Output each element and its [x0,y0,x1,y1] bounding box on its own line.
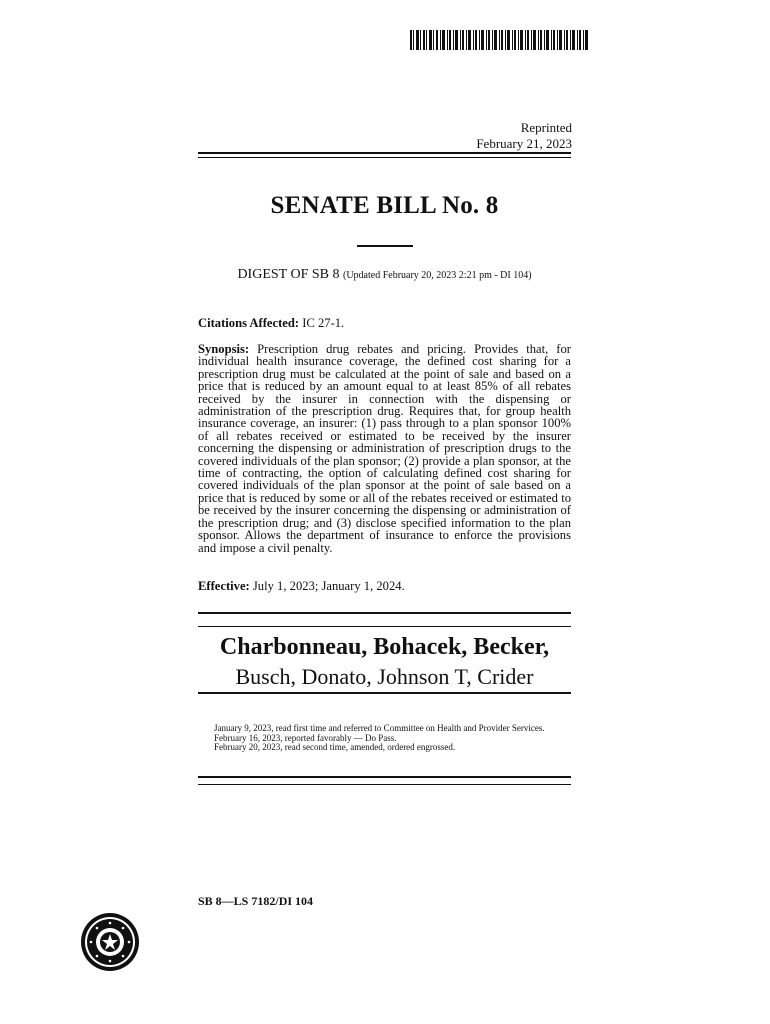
reprint-date: February 21, 2023 [476,136,572,151]
bill-title: SENATE BILL No. 8 [270,192,499,219]
sponsors-rule-bottom [198,692,571,694]
digest-label: DIGEST OF SB 8 [237,267,340,282]
history-entry: February 20, 2023, read second time, amended, ordered engrossed. [214,742,456,753]
effective-value: July 1, 2023; January 1, 2024. [252,579,405,593]
history-rule-thick [198,776,571,778]
citations-value: IC 27-1. [302,316,345,330]
bill-code: SB 8—LS 7182/DI 104 [198,894,314,908]
history-rule-thin [198,784,571,785]
sponsors-rule-top-thick [198,612,571,614]
digest-heading [198,267,571,283]
header-rule-thin [198,157,571,158]
effective-date [198,580,571,592]
effective-label: Effective: [198,579,250,593]
history-entry: January 9, 2023, read first time and referred to Committee on Health and Provider Services. [214,723,545,733]
sponsors-line-1: Charbonneau, Bohacek, Becker, [219,634,550,660]
reprint-label: Reprinted [520,120,572,135]
sponsors-rule-top-thin [198,626,571,627]
history-entry: February 16, 2023, reported favorably — Do Pass. [214,732,397,743]
digest-updated: (Updated February 20, 2023 2:21 pm - DI 104) [342,270,532,281]
synopsis-text: Prescription drug rebates and pricing. Provides that, for individual health insurance coverage, the defined cost sharing for a prescription drug must be calculated at the point of sale and based on a price that is reduced by an amount equal to at least 85% of all rebates received by the insurer in connection with the dispensing or administration of the prescription drug. Requires that, for group health insurance coverage, an insurer: (1) pass through to a plan sponsor 100% of all rebates received or estimated to be received by the insurer concerning the dispensing or administration of prescription drugs to the covered individuals of the plan sponsor; (2) provide a plan sponsor, at the time of contracting, the option of calculating defined cost sharing for covered individuals of the plan sponsor at the point of sale based on a price that is reduced by some or all of the rebates received or estimated to be received by the insurer concerning the dispensing or administration of the prescription drug; and (3) disclose specified information to the plan sponsor. Allows the department of insurance to enforce the provisions and impose a civil penalty. [198,342,571,555]
title-divider [357,245,413,247]
citations-affected [198,317,571,329]
header-rule-thick [198,152,571,154]
legislative-history [198,724,571,753]
synopsis [198,343,571,554]
barcode-icon [410,30,588,50]
sponsors-line-2: Busch, Donato, Johnson T, Crider [235,664,534,689]
state-seal-icon [80,912,140,972]
citations-label: Citations Affected: [198,316,300,330]
synopsis-label: Synopsis: [198,342,250,356]
